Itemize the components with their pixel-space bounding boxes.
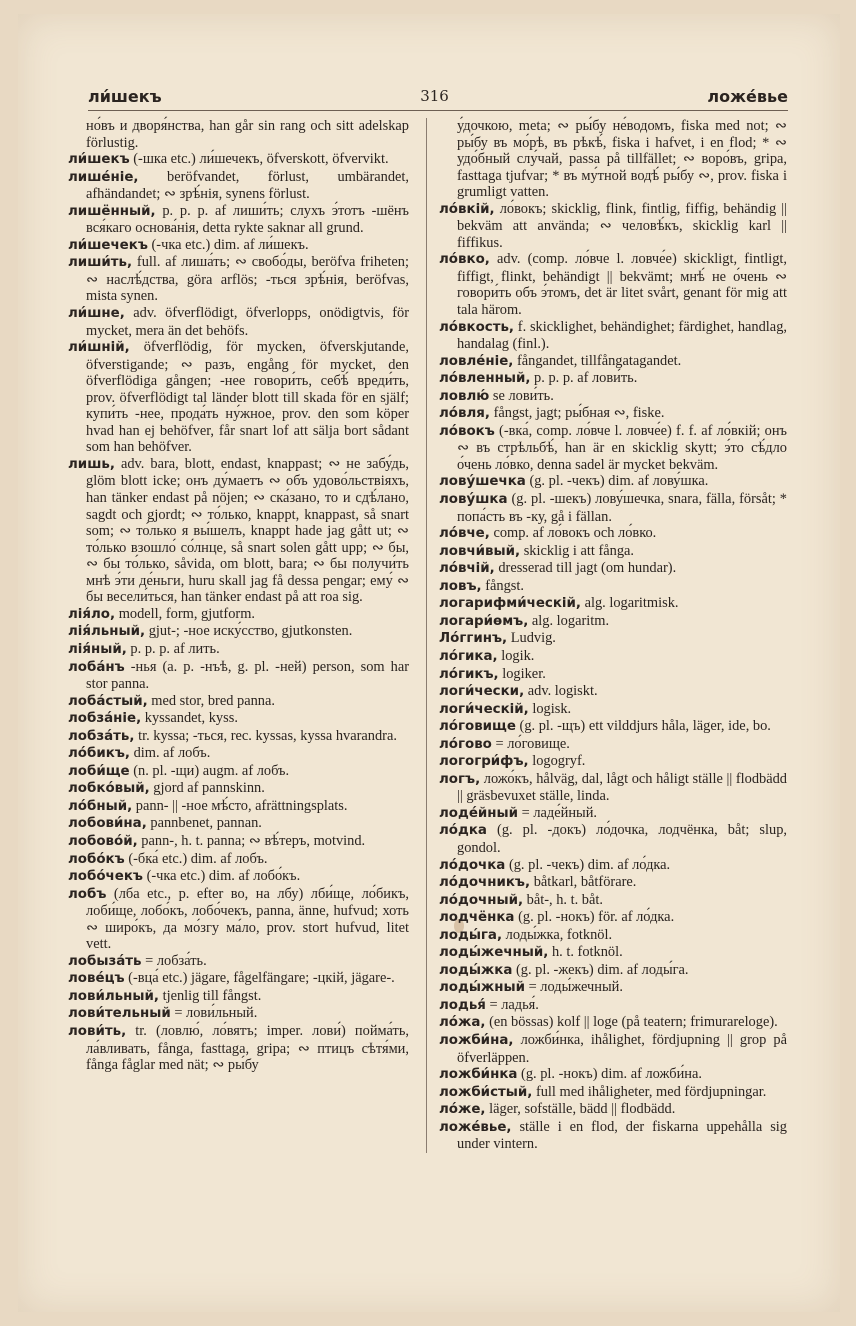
entry-headword: логъ, [439,771,481,787]
entry-body: ställe i en flod, der fiskarna uppehålla sig under vintern. [457,1118,787,1153]
dictionary-entry [68,833,409,851]
dictionary-entry [68,1023,409,1074]
dictionary-entry [68,606,409,624]
entry-headword: лишь, [68,456,115,472]
dictionary-entry [68,728,409,746]
entry-body: = лоды́жечный. [525,979,623,996]
entry-body: pannbenet, pannan. [146,815,262,832]
entry-headword: лоды́жный [439,980,525,996]
entry-headword: ло́вко, [439,252,490,268]
entry-headword: ловлю́ [439,388,490,404]
dictionary-entry [68,339,409,456]
entry-body: (n. pl. -щи) augm. af лобъ. [129,762,290,779]
entry-headword: лиши́ть, [68,255,133,271]
entry-body: adv. öfverflödigt, öfverlopps, onödigtvis, för mycket, mera än det behöfs. [86,305,409,339]
entry-headword: ли́шне, [68,306,125,322]
entry-body: = ладья́. [485,996,539,1013]
dictionary-entry [439,979,787,997]
entry-body: comp. af ло́вокъ och ло́вко. [489,525,657,542]
dictionary-entry [68,953,409,971]
entry-body: (g. pl. -жекъ) dim. af лоды́га. [512,961,689,978]
dictionary-entry [439,1101,787,1119]
dictionary-entry [68,641,409,659]
dictionary-entry [68,237,409,255]
dictionary-entry [439,944,787,962]
entry-body: båt-, h. t. båt. [523,891,603,908]
dictionary-entry [68,203,409,237]
entry-body: (g. pl. -чекъ) dim. af лову́шка. [525,473,709,490]
dictionary-entry [439,701,787,719]
entry-body: (g. pl. -щъ) ett vilddjurs håla, läger, ide, bo. [515,718,771,735]
dictionary-entry [439,753,787,771]
entry-headword: ловъ, [439,578,482,594]
entry-headword: лобыза́ть [68,953,142,969]
entry-headword: лоды́га, [439,927,503,943]
entry-body: -нья (a. p. -нъѣ, g. pl. -ней) person, som har stor panna. [86,658,409,693]
entry-headword: лобово́й, [68,833,138,849]
entry-body: у́дочкою, meta; ∾ ры́бу не́водомъ, fiska med not; ∾ ры́бу въ мо́рѣ, въ рѣкѣ́, fiska i hafvet, i en flod; * ∾ удо́бный слу́чай, passa på tillfället; ∾ воро́въ, gripa, fasttaga tjufvar; * въ му́тной водѣ́ ры́бу ∾, prov. fiska i grumligt vatten. [457,118,787,201]
dictionary-entry [68,151,409,169]
dictionary-entry [439,118,787,201]
dictionary-entry [68,623,409,641]
dictionary-entry [439,874,787,892]
entry-headword: ло́вленный, [439,371,531,387]
dictionary-entry [439,251,787,318]
entry-body: kyssandet, kyss. [141,710,238,727]
dictionary-entry [68,745,409,763]
dictionary-entry [439,1119,787,1153]
entry-body: = ладе́йный. [518,804,597,821]
dictionary-entry [439,491,787,525]
dictionary-entry [439,560,787,578]
entry-body: tr. kyssa; -ться, rec. kyssas, kyssa hvarandra. [134,727,397,744]
dictionary-entry [68,763,409,781]
entry-headword: Ло́ггинъ, [439,631,508,647]
entry-headword: ли́шнiй, [68,340,130,356]
entry-headword: ложби́на, [439,1032,514,1048]
dictionary-entry [439,683,787,701]
entry-headword: лобъ [68,886,107,902]
entry-body: лоды́жка, fotknöl. [502,926,613,943]
entry-headword: лiя́ло, [68,606,116,622]
entry-body: gjut-; -ное иску́сство, gjutkonsten. [145,623,353,640]
entry-body: skicklig i att fånga. [520,542,635,559]
entry-headword: ло́дка [439,823,487,839]
entry-body: dim. af лобъ. [129,745,211,762]
entry-headword: лови́ть, [68,1023,127,1039]
entry-body: f. skicklighet, behändighet; färdighet, handlag, handalag (finl.). [457,318,787,353]
entry-headword: ло́же, [439,1102,486,1118]
entry-body: но́въ и дворя́нства, han går sin rang och sitt adelskap förlustig. [86,118,409,151]
entry-body: (-шка etc.) ли́шечекъ, öfverskott, öfvervikt. [129,151,389,168]
dictionary-entry [439,857,787,875]
entry-body: adv. (comp. ло́вче l. ловче́е) skickligt, fintligt, fiffigt, flinkt, behändigt || bekvämt; мнѣ́ не о́чень ∾ говори́ть объ э́томъ, det är litet svårt, genant för mig att tala härom. [457,251,787,319]
dictionary-entry [439,630,787,648]
entry-headword: логи́чески, [439,684,525,700]
dictionary-entry [439,962,787,980]
entry-headword: лобови́на, [68,816,147,832]
entry-headword: лови́тельный [68,1006,171,1022]
entry-body: (g. pl. -нокъ) för. af ло́дка. [514,909,675,926]
entry-body: Ludvig. [507,630,556,647]
dictionary-entry [68,456,409,606]
entry-headword: лобза́ть, [68,728,135,744]
dictionary-entry [439,909,787,927]
dictionary-entry [439,595,787,613]
entry-body: (-чка etc.) dim. af ли́шекъ. [147,236,309,253]
entry-headword: ложе́вье, [439,1119,512,1135]
dictionary-entry [439,370,787,388]
entry-headword: ло́бный, [68,798,133,814]
entry-headword: ли́шечекъ [68,237,148,253]
entry-headword: лобза́нiе, [68,711,142,727]
dictionary-entry [68,798,409,816]
entry-body: beröfvandet, förlust, umbärandet, afhändandet; ∾ зрѣ́нiя, synens förlust. [86,168,409,203]
entry-body: dresserad till jagt (om hundar). [494,560,677,577]
entry-body: fångst, jagt; ры́бная ∾, fiske. [489,405,665,422]
dictionary-entry [439,822,787,856]
entry-headword: лишённый, [68,203,156,219]
dictionary-entry [439,718,787,736]
entry-headword: ло́гово [439,736,492,752]
dictionary-entry [68,780,409,798]
dictionary-entry [439,423,787,474]
dictionary-entry [439,648,787,666]
entry-headword: ло́дочный, [439,892,524,908]
entry-headword: лоды́жечный, [439,945,549,961]
entry-body: med stor, bred panna. [147,692,275,709]
dictionary-entry [68,710,409,728]
dictionary-entry [439,1032,787,1066]
dictionary-entry [439,1084,787,1102]
dictionary-entry [439,543,787,561]
header-left-headword: ли́шекъ [88,86,162,106]
dictionary-entry [68,988,409,1006]
dictionary-entry [68,305,409,339]
dictionary-entry [439,388,787,406]
dictionary-entry [439,1066,787,1084]
page-number: 316 [420,87,449,105]
entry-body: fångst. [481,577,525,594]
dictionary-entry [68,254,409,305]
entry-body: gjord af pannskinn. [149,780,265,797]
entry-body: (g. pl. -чекъ) dim. af ло́дка. [505,856,671,873]
dictionary-entry [439,892,787,910]
dictionary-entry [439,771,787,805]
entry-body: = лови́льный. [170,1005,258,1022]
entry-headword: лобо́чекъ [68,869,143,885]
entry-headword: ло́бикъ, [68,746,130,762]
dictionary-entry [439,997,787,1015]
entry-body: läger, sofställe, bädd || flodbädd. [485,1101,676,1118]
entry-body: (-вца́ etc.) jägare, fågelfängare; -цкiй, jägare-. [124,970,395,987]
entry-headword: ложби́стый, [439,1084,533,1100]
dictionary-entry [68,659,409,693]
entry-headword: лоба́нъ [68,659,125,675]
right-column [426,118,787,1153]
entry-headword: ло́дочникъ, [439,875,531,891]
entry-headword: логогри́фъ, [439,754,529,770]
entry-body: pann- || -ное мѣ́сто, afrättningsplats. [132,797,348,814]
dictionary-entry [439,201,787,252]
left-column [68,118,409,1074]
entry-body: (g. pl. -нокъ) dim. af ложби́на. [517,1066,702,1083]
dictionary-entry [439,319,787,353]
entry-body: adv. bara, blott, endast, knappast; ∾ не забу́дь, glöm blott icke; онъ ду́маетъ ∾ объ удово́льствiяхъ, han tänker endast på nöjen; ∾ ска́зано, то и сдѣ́лано, sagdt och gjordt; ∾ то́лько, knappt, knappast, så snart som; ∾ то́лько я вы́шелъ, knappt hade jag gått ut; ∾ то́лько взошло́ со́лнце, så snart solen gått upp; ∾ бы, ∾ бы то́лько, såvida, om blott, bara; ∾ бы получи́ть мнѣ э́ти де́ньги, huru skall jag få dessa pengar; ему́ ∾ бы весели́ться, han tänker endast på att roa sig. [86,455,409,606]
entry-headword: ли́шекъ [68,152,130,168]
entry-body: h. t. fotknöl. [548,944,623,961]
dictionary-entry [68,815,409,833]
entry-headword: лову́шечка [439,474,526,490]
entry-headword: лоды́жка [439,962,513,978]
entry-body: (лба etc., p. efter во, на лбу) лби́ще, ло́бикъ, лоби́ще, лобо́къ, лобо́чекъ, panna, änne, hufvud; хоть ∾ широ́къ, да мо́згу ма́ло, prov. stort hufvud, litet vett. [86,885,409,953]
entry-body: p. p. p. af лить. [126,640,220,657]
entry-body: adv. logiskt. [524,683,598,700]
entry-headword: лоби́ще [68,763,130,779]
dictionary-entry [439,353,787,371]
dictionary-entry [439,578,787,596]
entry-headword: ло́вкость, [439,319,515,335]
entry-headword: ло́вля, [439,406,490,422]
dictionary-entry [68,1005,409,1023]
dictionary-entry [68,693,409,711]
entry-body: (-вка́, comp. ло́вче l. ловче́е) f. f. af ло́вкiй; онъ ∾ въ стрѣльбѣ́, han är en skicklig skytt; э́то сѣ́дло о́чень ло́вко, denna sadel är mycket bekväm. [457,422,787,473]
entry-body: modell, form, gjutform. [115,605,255,622]
entry-headword: ло́вокъ [439,423,495,439]
dictionary-entry [68,118,409,151]
entry-headword: лову́шка [439,492,508,508]
header-right-headword: ложе́вье [707,86,788,106]
entry-headword: ло́вкiй, [439,201,495,217]
entry-headword: ло́жа, [439,1015,486,1031]
dictionary-entry [68,970,409,988]
entry-body: logik. [497,647,535,664]
entry-headword: лiя́ный, [68,641,127,657]
entry-headword: ложби́нка [439,1067,518,1083]
entry-body: logisk. [528,700,572,717]
entry-headword: ло́дочка [439,857,506,873]
entry-headword: ло́вчiй, [439,561,495,577]
entry-headword: лови́льный, [68,988,159,1004]
entry-body: p. p. p. af лиши́ть; слухъ э́тотъ -шёнъ вся́каго основа́нiя, detta rykte saknar all grund. [86,202,409,237]
entry-headword: лише́нiе, [68,169,139,185]
entry-headword: лiя́льный, [68,624,146,640]
entry-body: (-бка́ etc.) dim. af лобъ. [124,850,268,867]
dictionary-entry [439,805,787,823]
entry-headword: ло́гикъ, [439,666,499,682]
entry-headword: лодья́ [439,997,486,1013]
entry-headword: лодчёнка [439,910,515,926]
entry-body: ло́вокъ; skicklig, flink, fintlig, fiffig, behändig || bekväm att använda; ∾ человѣ́къ, skicklig karl || fiffikus. [457,200,787,251]
entry-headword: ло́говище [439,719,516,735]
entry-body: full med ihåligheter, med fördjupningar. [532,1083,767,1100]
entry-body: (en bössas) kolf || loge (på teatern; frimurareloge). [485,1014,778,1031]
entry-headword: логари́ѳмъ, [439,613,529,629]
dictionary-entry [68,868,409,886]
entry-body: pann-, h. t. panna; ∾ вѣ́теръ, motvind. [137,832,366,849]
entry-body: = лобза́ть. [141,952,207,969]
entry-body: tjenlig till fångst. [158,987,262,1004]
entry-headword: логи́ческiй, [439,701,529,717]
entry-body: logogryf. [528,753,586,770]
dictionary-entry [439,613,787,631]
page-header [88,82,788,111]
entry-body: fångandet, tillfångatagandet. [513,352,682,369]
dictionary-entry [68,851,409,869]
dictionary-entry [439,1014,787,1032]
entry-body: ложби́нка, ihålighet, fördjupning || grop på öfverläppen. [457,1031,787,1066]
dictionary-entry [439,927,787,945]
entry-body: båtkarl, båtförare. [530,874,637,891]
entry-headword: лобо́къ [68,851,125,867]
entry-headword: лоба́стый, [68,693,148,709]
dictionary-entry [68,169,409,203]
dictionary-entry [439,525,787,543]
entry-headword: ловчи́вый, [439,543,521,559]
entry-body: se лови́ть. [489,387,554,404]
entry-body: logiker. [498,665,546,682]
entry-headword: ло́вче, [439,526,490,542]
entry-body: ложо́къ, hålväg, dal, lågt och håligt ställe || flodbädd || gräsbevuxet ställe, linda. [457,770,787,805]
entry-body: (-чка etc.) dim. af лобо́къ. [142,868,301,885]
dictionary-entry [439,405,787,423]
entry-body: (g. pl. -докъ) ло́дочка, лодчёнка, båt; slup, gondol. [457,822,787,856]
entry-body: alg. logaritm. [528,612,610,629]
entry-body: öfverflödig, för mycken, öfverskjutande, öfverstigande; ∾ разъ, engång för mycket, den öfverflödiga gången; -нее говори́ть, себѣ́ вреди́ть, prov. öfverflödigt tal länder blott till skada för en själf; купи́ть -нее, прода́ть ну́жное, prov. den som köper hvad han ej behöfver, får snart lof att sälja bort sådant som han behöfver. [86,339,409,456]
dictionary-entry [439,736,787,754]
entry-body: (g. pl. -шекъ) лову́шечка, snara, fälla, försåt; * попа́сть въ -ку, gå i fällan. [457,491,787,525]
dictionary-entry [439,473,787,491]
entry-body: full. af лиша́ть; ∾ свобо́ды, beröfva friheten; ∾ наслѣ́дства, göra arflös; -ться зрѣ́нiя, beröfvas, mista synen. [86,254,409,305]
dictionary-entry [68,886,409,953]
entry-body: = ло́говище. [491,735,570,752]
entry-headword: лове́цъ [68,971,125,987]
entry-body: alg. logaritmisk. [580,595,679,612]
entry-headword: ловле́нiе, [439,353,514,369]
entry-body: p. p. p. af лови́ть. [530,370,638,387]
entry-headword: лоде́йный [439,805,519,821]
entry-headword: лобко́вый, [68,781,150,797]
entry-body: tr. (ловлю́, ло́вятъ; imper. лови́) пойма́ть, ла́вливать, fånga, fasttaga, gripa; ∾ птицъ сѣтя́ми, fånga fåglar med nät; ∾ ры́бу [86,1022,409,1074]
entry-headword: логарифми́ческiй, [439,596,581,612]
dictionary-entry [439,666,787,684]
entry-headword: ло́гика, [439,648,498,664]
